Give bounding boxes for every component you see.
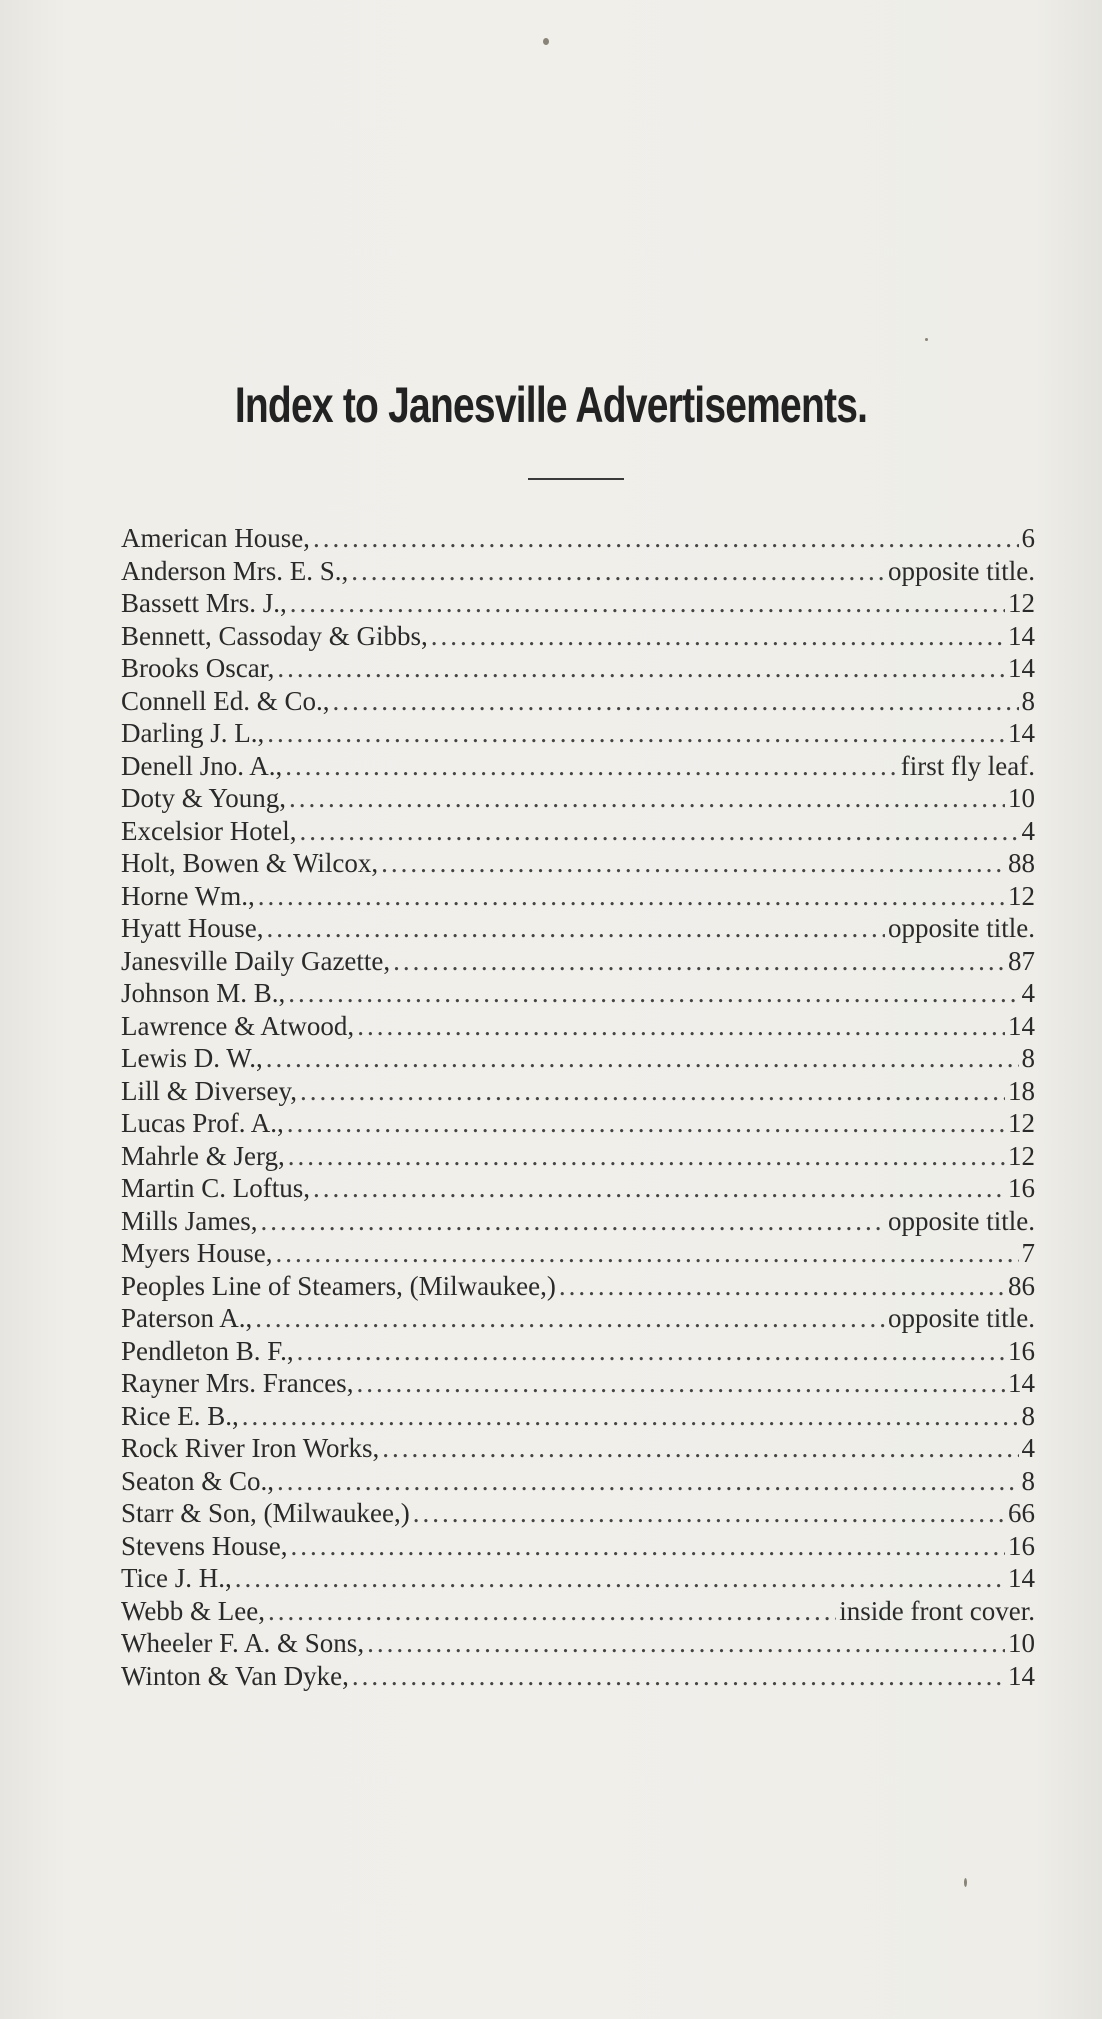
entry-page-reference: 12 [1008, 1108, 1035, 1138]
entry-advertiser-name: Anderson Mrs. E. S., [121, 555, 349, 586]
dot-leader [351, 555, 885, 588]
index-entry [121, 620, 1035, 653]
entry-advertiser-name: Denell Jno. A., [121, 750, 283, 781]
dot-leader [287, 1107, 1005, 1140]
index-entry [121, 1075, 1035, 1108]
entry-advertiser-name: Wheeler F. A. & Sons, [121, 1628, 365, 1658]
title-rule-divider [528, 478, 624, 480]
entry-advertiser-name: Winton & Van Dyke, [121, 1660, 349, 1691]
entry-advertiser-name: Seaton & Co., [121, 1465, 274, 1496]
entry-page-reference: opposite title. [888, 1303, 1035, 1333]
dot-leader [431, 620, 1005, 653]
dot-leader [300, 1075, 1005, 1108]
index-entry [121, 1627, 1035, 1660]
index-entry [121, 1205, 1035, 1238]
dot-leader [352, 1660, 1005, 1693]
entry-advertiser-name: Brooks Oscar, [121, 653, 275, 683]
index-entry [121, 1335, 1035, 1368]
index-entry [121, 1172, 1035, 1205]
entry-page-reference: 12 [1008, 880, 1035, 911]
dot-leader [258, 880, 1005, 913]
entry-advertiser-name: Bennett, Cassoday & Gibbs, [121, 620, 428, 651]
entry-page-reference: 16 [1008, 1335, 1035, 1366]
index-entry [121, 1302, 1035, 1335]
entry-page-reference: 16 [1008, 1173, 1035, 1203]
dot-leader [413, 1497, 1005, 1530]
index-entry [121, 1400, 1035, 1433]
index-entry [121, 880, 1035, 913]
index-entry [121, 815, 1035, 848]
entry-advertiser-name: Rayner Mrs. Frances, [121, 1368, 354, 1398]
dot-leader [313, 522, 1019, 555]
dot-leader [285, 750, 898, 783]
index-entry [121, 912, 1035, 945]
entry-advertiser-name: Hyatt House, [121, 913, 264, 943]
index-entry [121, 1140, 1035, 1173]
dot-leader [290, 587, 1005, 620]
entry-page-reference: 12 [1008, 588, 1035, 618]
entry-page-reference: 4 [1021, 978, 1035, 1008]
entry-page-reference: opposite title. [888, 1205, 1035, 1236]
entry-page-reference: 14 [1008, 718, 1035, 748]
entry-advertiser-name: Lewis D. W., [121, 1043, 263, 1073]
index-entry [121, 1562, 1035, 1595]
dot-leader [290, 1530, 1005, 1563]
entry-page-reference: 14 [1008, 653, 1035, 683]
entry-advertiser-name: Janesville Daily Gazette, [121, 945, 391, 976]
entry-advertiser-name: Johnson M. B., [121, 978, 286, 1008]
entry-page-reference: 8 [1021, 1465, 1035, 1496]
index-entry [121, 977, 1035, 1010]
index-entry [121, 1530, 1035, 1563]
index-entry [121, 1107, 1035, 1140]
index-entry [121, 1042, 1035, 1075]
dot-leader [559, 1270, 1005, 1303]
entry-advertiser-name: Webb & Lee, [121, 1595, 266, 1626]
entry-page-reference: 86 [1008, 1270, 1035, 1301]
entry-page-reference: 12 [1008, 1140, 1035, 1171]
dot-leader [382, 1432, 1018, 1465]
index-entry [121, 750, 1035, 783]
entry-advertiser-name: Rock River Iron Works, [121, 1433, 380, 1463]
entry-page-reference: opposite title. [888, 555, 1035, 586]
dot-leader [288, 977, 1018, 1010]
entry-advertiser-name: Stevens House, [121, 1530, 288, 1561]
entry-page-reference: 10 [1008, 783, 1035, 813]
entry-page-reference: 8 [1021, 685, 1035, 716]
entry-page-reference: 14 [1008, 1010, 1035, 1041]
entry-page-reference: inside front cover. [839, 1595, 1035, 1626]
entry-advertiser-name: Darling J. L., [121, 718, 265, 748]
entry-advertiser-name: Rice E. B., [121, 1400, 239, 1431]
dot-leader [367, 1627, 1005, 1660]
index-entry [121, 847, 1035, 880]
index-entry [121, 1367, 1035, 1400]
index-entry [121, 1465, 1035, 1498]
index-entry [121, 587, 1035, 620]
index-entry [121, 522, 1035, 555]
entry-page-reference: 14 [1008, 1660, 1035, 1691]
dot-leader [277, 652, 1005, 685]
index-entry [121, 717, 1035, 750]
entry-page-reference: 4 [1021, 815, 1035, 846]
dot-leader [289, 782, 1005, 815]
dot-leader [356, 1367, 1005, 1400]
index-entry [121, 1432, 1035, 1465]
entry-advertiser-name: Starr & Son, (Milwaukee,) [121, 1498, 410, 1528]
entry-page-reference: first fly leaf. [900, 750, 1035, 781]
paper-speck [543, 38, 549, 45]
dot-leader [268, 1595, 836, 1628]
dot-leader [275, 1237, 1018, 1270]
entry-advertiser-name: Doty & Young, [121, 783, 287, 813]
entry-page-reference: 8 [1021, 1043, 1035, 1073]
index-entry [121, 1660, 1035, 1693]
advertiser-index-list [121, 522, 1035, 1692]
entry-advertiser-name: Connell Ed. & Co., [121, 685, 330, 716]
entry-page-reference: 8 [1021, 1400, 1035, 1431]
dot-leader [333, 685, 1019, 718]
entry-page-reference: 6 [1021, 523, 1035, 553]
entry-advertiser-name: Mahrle & Jerg, [121, 1140, 285, 1171]
dot-leader [299, 815, 1018, 848]
dot-leader [357, 1010, 1005, 1043]
dot-leader [261, 1205, 886, 1238]
entry-advertiser-name: Paterson A., [121, 1303, 253, 1333]
dot-leader [266, 1042, 1019, 1075]
paper-speck [964, 1878, 967, 1887]
index-entry [121, 1237, 1035, 1270]
paper-speck [925, 338, 928, 341]
entry-advertiser-name: Mills James, [121, 1205, 258, 1236]
index-entry [121, 1497, 1035, 1530]
entry-advertiser-name: Myers House, [121, 1238, 273, 1268]
entry-advertiser-name: Excelsior Hotel, [121, 815, 297, 846]
entry-page-reference: 10 [1008, 1628, 1035, 1658]
dot-leader [313, 1172, 1005, 1205]
entry-page-reference: 14 [1008, 1563, 1035, 1593]
entry-page-reference: 14 [1008, 620, 1035, 651]
dot-leader [277, 1465, 1019, 1498]
entry-page-reference: 18 [1008, 1075, 1035, 1106]
index-entry [121, 782, 1035, 815]
entry-page-reference: 14 [1008, 1368, 1035, 1398]
entry-advertiser-name: Holt, Bowen & Wilcox, [121, 848, 379, 878]
index-entry [121, 1010, 1035, 1043]
page-title: Index to Janesville Advertisements. [234, 377, 868, 433]
entry-advertiser-name: Peoples Line of Steamers, (Milwaukee,) [121, 1270, 556, 1301]
entry-page-reference: 4 [1021, 1433, 1035, 1463]
entry-advertiser-name: Martin C. Loftus, [121, 1173, 310, 1203]
entry-advertiser-name: Pendleton B. F., [121, 1335, 294, 1366]
entry-advertiser-name: Horne Wm., [121, 880, 255, 911]
entry-page-reference: 66 [1008, 1498, 1035, 1528]
dot-leader [255, 1302, 885, 1335]
index-entry [121, 945, 1035, 978]
dot-leader [267, 717, 1005, 750]
dot-leader [381, 847, 1005, 880]
index-entry [121, 555, 1035, 588]
dot-leader [242, 1400, 1019, 1433]
entry-page-reference: 88 [1008, 848, 1035, 878]
entry-advertiser-name: Bassett Mrs. J., [121, 588, 287, 618]
entry-advertiser-name: Lawrence & Atwood, [121, 1010, 355, 1041]
index-entry [121, 652, 1035, 685]
dot-leader [288, 1140, 1005, 1173]
dot-leader [297, 1335, 1005, 1368]
index-entry [121, 685, 1035, 718]
entry-advertiser-name: American House, [121, 523, 310, 553]
dot-leader [235, 1562, 1005, 1595]
entry-page-reference: opposite title. [888, 913, 1035, 943]
entry-page-reference: 7 [1021, 1238, 1035, 1268]
index-entry [121, 1270, 1035, 1303]
entry-advertiser-name: Lill & Diversey, [121, 1075, 297, 1106]
dot-leader [393, 945, 1005, 978]
entry-advertiser-name: Lucas Prof. A., [121, 1108, 284, 1138]
entry-page-reference: 87 [1008, 945, 1035, 976]
dot-leader [266, 912, 885, 945]
entry-page-reference: 16 [1008, 1530, 1035, 1561]
entry-advertiser-name: Tice J. H., [121, 1563, 232, 1593]
index-entry [121, 1595, 1035, 1628]
